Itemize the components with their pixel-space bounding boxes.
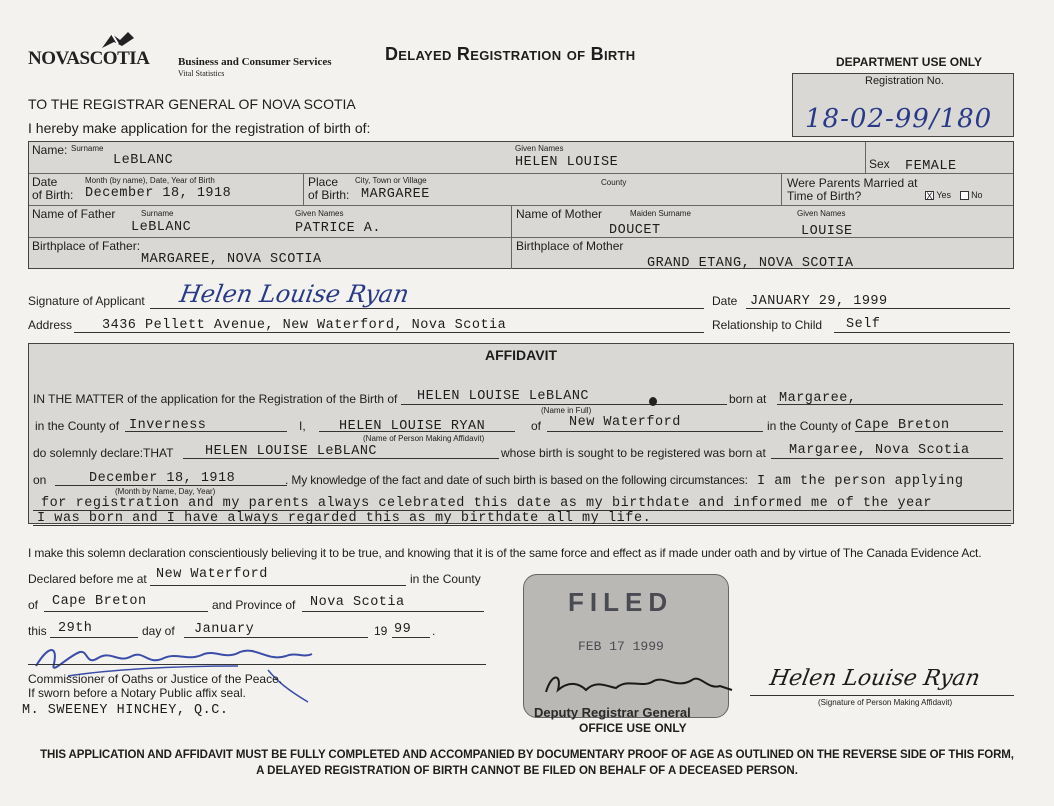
province-label: and Province of <box>212 598 296 612</box>
father-label: Name of Father <box>32 207 116 221</box>
declared-before-label: Declared before me at <box>28 572 147 586</box>
affidavit-circumstances-1: I am the person applying <box>757 474 964 489</box>
to-registrar: TO THE REGISTRAR GENERAL OF NOVA SCOTIA <box>28 96 356 112</box>
affidavit-matter-text: IN THE MATTER of the application for the Registration of the Birth of <box>33 392 398 406</box>
child-given-names: HELEN LOUISE <box>515 155 619 170</box>
declared-day: 29th <box>58 621 93 636</box>
sex-label: Sex <box>869 157 890 171</box>
dept-subname: Vital Statistics <box>178 69 225 78</box>
date-label: Date <box>712 294 738 308</box>
declared-place: New Waterford <box>156 567 268 582</box>
father-surname-label: Surname <box>141 209 174 218</box>
registrar-signature <box>536 660 736 710</box>
married-label-2: Time of Birth? <box>787 189 862 203</box>
signature-applicant-label: Signature of Applicant <box>28 294 145 308</box>
applicant-date: JANUARY 29, 1999 <box>750 294 888 309</box>
relationship-label: Relationship to Child <box>712 318 823 332</box>
place-label-2: of Birth: <box>308 188 350 202</box>
child-surname: LeBLANC <box>113 153 174 168</box>
declared-year: 99 <box>394 622 412 637</box>
affiant-sublabel: (Signature of Person Making Affidavit) <box>818 698 953 707</box>
application-intro: I hereby make application for the registration of birth of: <box>28 120 371 136</box>
maiden-surname-label: Maiden Surname <box>630 209 691 218</box>
deputy-registrar-label: Deputy Registrar General <box>534 705 691 720</box>
father-given-label: Given Names <box>295 209 344 218</box>
dob-label-2: of Birth: <box>32 188 74 202</box>
solemnly-declare-label: do solemnly declare:THAT <box>33 446 174 460</box>
declared-month: January <box>194 622 255 637</box>
office-use-label: OFFICE USE ONLY <box>579 721 687 735</box>
on-label: on <box>33 473 47 487</box>
child-dob: December 18, 1918 <box>85 186 232 201</box>
affidavit-child-name: HELEN LOUISE LeBLANC <box>417 389 590 404</box>
place-label-1: Place <box>308 175 339 189</box>
mother-label: Name of Mother <box>516 207 603 221</box>
footer-notice-1: THIS APPLICATION AND AFFIDAVIT MUST BE FULLY COMPLETED AND ACCOMPANIED BY DOCUMENTARY PROOF OF AGE AS OUTLINED ON THE REVERSE SIDE OF THIS FORM, <box>40 749 1014 761</box>
this-label: this <box>28 624 47 638</box>
affidavit-county: Inverness <box>129 418 207 433</box>
of-county-label: of <box>28 598 39 612</box>
filed-stamp: FILED <box>568 587 674 617</box>
registration-box <box>792 73 1014 137</box>
place-sublabel: City, Town or Village <box>355 176 427 185</box>
given-names-label: Given Names <box>515 144 564 153</box>
mother-birthplace: GRAND ETANG, NOVA SCOTIA <box>647 256 854 271</box>
form-title: Delayed Registration of Birth <box>385 44 636 64</box>
declared-province: Nova Scotia <box>310 595 405 610</box>
mother-birthplace-label: Birthplace of Mother <box>516 239 624 253</box>
i-label: I, <box>299 419 306 433</box>
county-label: County <box>601 178 627 187</box>
married-no-checkbox[interactable] <box>960 191 969 200</box>
father-surname: LeBLANC <box>131 220 192 235</box>
registration-number: 18-02-99/180 <box>805 104 993 134</box>
whose-birth-text: whose birth is sought to be registered was born at <box>501 446 766 460</box>
father-birthplace: MARGAREE, NOVA SCOTIA <box>141 252 322 267</box>
registration-label: Registration No. <box>865 75 944 87</box>
logo-text-nova: NOVA <box>28 48 80 69</box>
day-of-label: day of <box>142 624 175 638</box>
in-county-label-2: in the County of <box>767 419 852 433</box>
birth-details-grid <box>28 141 1014 269</box>
affidavit-date: December 18, 1918 <box>89 471 236 486</box>
affidavit-circumstances-3: I was born and I have always regarded this as my birthdate all my life. <box>37 511 652 526</box>
name-in-full-sublabel: (Name in Full) <box>541 406 592 415</box>
father-given: PATRICE A. <box>295 221 382 236</box>
applicant-address: 3436 Pellett Avenue, New Waterford, Nova Scotia <box>102 318 507 333</box>
footer-notice-2: A DELAYED REGISTRATION OF BIRTH CANNOT BE FILED ON BEHALF OF A DECEASED PERSON. <box>256 765 798 777</box>
affidavit-section <box>28 343 1014 524</box>
affidavit-town: New Waterford <box>569 415 681 430</box>
married-label-1: Were Parents Married at <box>787 176 918 190</box>
affidavit-circumstances-2: for registration and my parents always celebrated this date as my birthdate and informed me of the year <box>41 496 933 511</box>
father-birthplace-label: Birthplace of Father: <box>32 239 141 253</box>
married-no-label: No <box>971 190 983 200</box>
solemn-declaration-text: I make this solemn declaration conscientiously believing it to be true, and knowing that it is of the same force and effect as if made under oath and by virtue of The Canada Evidence Act. <box>28 546 982 560</box>
affiant-signature: Helen Louise Ryan <box>767 666 982 691</box>
knowledge-text: . My knowledge of the fact and date of such birth is based on the following circumstances: <box>285 473 748 487</box>
affidavit-county-2: Cape Breton <box>855 418 950 433</box>
child-sex: FEMALE <box>905 159 957 174</box>
affidavit-born-place: Margaree, <box>779 391 857 406</box>
affidavit-name-2: HELEN LOUISE LeBLANC <box>205 444 378 459</box>
date-sublabel: (Month by Name, Day, Year) <box>115 487 216 496</box>
applicant-relationship: Self <box>846 317 881 332</box>
person-sublabel: (Name of Person Making Affidavit) <box>363 434 485 443</box>
mother-surname: DOUCET <box>609 223 661 238</box>
address-label: Address <box>28 318 73 332</box>
affidavit-born-place-2: Margaree, Nova Scotia <box>789 443 970 458</box>
dept-use-label: DEPARTMENT USE ONLY <box>836 55 983 69</box>
married-yes-checkbox[interactable]: X <box>926 191 933 202</box>
year-prefix: 19 <box>374 624 388 638</box>
nova-scotia-logo <box>28 30 160 70</box>
declared-county: Cape Breton <box>52 594 147 609</box>
commissioner-title: Commissioner of Oaths or Justice of the Peace. <box>28 672 283 686</box>
of-label: of <box>531 419 542 433</box>
dob-sublabel: Month (by name), Date, Year of Birth <box>85 176 215 185</box>
ink-blot <box>649 397 657 406</box>
affidavit-person: HELEN LOUISE RYAN <box>339 419 486 434</box>
year-period: . <box>432 624 436 638</box>
notary-note: If sworn before a Notary Public affix seal. <box>28 686 246 700</box>
name-label: Name: <box>32 143 68 157</box>
surname-label: Surname <box>71 144 104 153</box>
mother-given: LOUISE <box>801 224 853 239</box>
dob-label-1: Date <box>32 175 58 189</box>
dept-name: Business and Consumer Services <box>178 56 332 68</box>
applicant-signature: Helen Louise Ryan <box>177 280 412 308</box>
commissioner-name: M. SWEENEY HINCHEY, Q.C. <box>22 703 229 718</box>
in-county-label: in the County of <box>35 419 120 433</box>
in-the-county-label: in the County <box>410 572 481 586</box>
child-place: MARGAREE <box>361 187 430 202</box>
logo-text-scotia: SCOTIA <box>79 48 150 69</box>
married-yes-label: Yes <box>936 190 952 200</box>
mother-given-label: Given Names <box>797 209 846 218</box>
affidavit-title: AFFIDAVIT <box>484 347 558 363</box>
filed-date: FEB 17 1999 <box>578 639 664 654</box>
born-at-label: born at <box>729 392 767 406</box>
